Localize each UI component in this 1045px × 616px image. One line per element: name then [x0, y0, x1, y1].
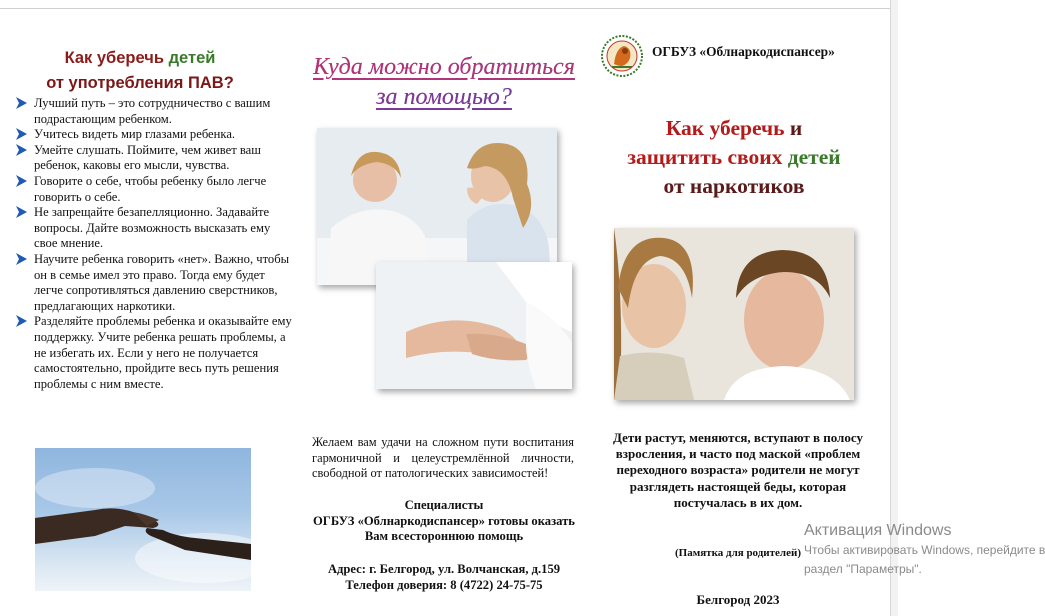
main-title-part: детей [787, 145, 841, 169]
specialists-block [306, 498, 582, 545]
address-text: Адрес: г. Белгород, ул. Волчанская, д.159 [327, 562, 561, 576]
specialists-heading: Специалисты [404, 498, 484, 512]
tip-item: Разделяйте проблемы ребенка и оказывайте ему поддержку. Учите ребенка решать проблемы, а не избегать их. Если у него не получается самостоятельно, пройдите весь путь решения проблемы с ним вместе. [16, 314, 292, 392]
arrow-bullet-icon [16, 128, 27, 140]
brochure-main-title [596, 114, 872, 201]
memo-subtitle: (Памятка для родителей) [675, 547, 801, 559]
intro-text: Дети растут, меняются, вступают в полосу взросления, и часто под маской «проблем переходного возраста» родители не могут разглядеть настоящей беды, которая постучалась в их дом. [613, 430, 863, 510]
activation-line1: Чтобы активировать Windows, перейдите в [804, 543, 1045, 557]
left-section-title [20, 46, 260, 96]
holding-hands-photo [376, 262, 572, 389]
left-title-part: Как уберечь [64, 49, 169, 67]
help-title-line2: за помощью? [306, 82, 582, 112]
windows-activation-watermark [804, 522, 1045, 578]
main-title-part: и [784, 116, 803, 140]
arrow-bullet-icon [16, 97, 27, 109]
wish-text: Желаем вам удачи на сложном пути воспитания гармоничной и целеустремлённой личности, свободной от патологических зависимостей! [312, 435, 574, 481]
tip-item: Лучший путь – это сотрудничество с вашим подрастающим ребенком. [16, 96, 292, 127]
arrow-bullet-icon [16, 206, 27, 218]
left-title-line2: от употребления ПАВ? [46, 74, 234, 92]
left-title-highlight: детей [168, 49, 216, 67]
main-title-part: защитить своих [627, 145, 788, 169]
page-top-border [0, 8, 898, 9]
arrow-bullet-icon [16, 175, 27, 187]
main-title-part: Как уберечь [665, 116, 785, 140]
city-year: Белгород 2023 [696, 592, 780, 607]
specialists-text: ОГБУЗ «Облнаркодиспансер» готовы оказать Вам всестороннюю помощь [313, 513, 575, 544]
mother-son-photo [614, 228, 854, 400]
main-title-part: от [663, 174, 690, 198]
organization-name: ОГБУЗ «Облнаркодиспансер» [652, 44, 835, 59]
tip-item: Учитесь видеть мир глазами ребенка. [16, 127, 292, 143]
tips-list [16, 96, 292, 392]
arrow-bullet-icon [16, 253, 27, 265]
help-section-title [306, 52, 582, 112]
tip-item: Умейте слушать. Поймите, чем живет ваш ребенок, каковы его мысли, чувства. [16, 143, 292, 174]
dispensary-logo-icon [600, 34, 644, 78]
activation-line2: раздел "Параметры". [804, 562, 922, 576]
main-title-part: наркотиков [689, 174, 805, 198]
arrow-bullet-icon [16, 315, 27, 327]
contact-block [306, 562, 582, 593]
tip-item: Научите ребенка говорить «нет». Важно, чтобы он в семье имел это право. Тогда ему будет легче сопротивляться давлению сверстников, предлагающих наркотики. [16, 252, 292, 314]
activation-title: Активация Windows [804, 522, 952, 539]
tip-item: Не запрещайте безапелляционно. Задавайте вопросы. Дайте возможность высказать ему свое мнение. [16, 205, 292, 252]
help-title-line1: Куда можно обратиться [306, 52, 582, 82]
hands-photo [35, 448, 251, 591]
arrow-bullet-icon [16, 144, 27, 156]
tip-item: Говорите о себе, чтобы ребенку было легче говорить о себе. [16, 174, 292, 205]
phone-text: Телефон доверия: 8 (4722) 24-75-75 [345, 577, 543, 592]
